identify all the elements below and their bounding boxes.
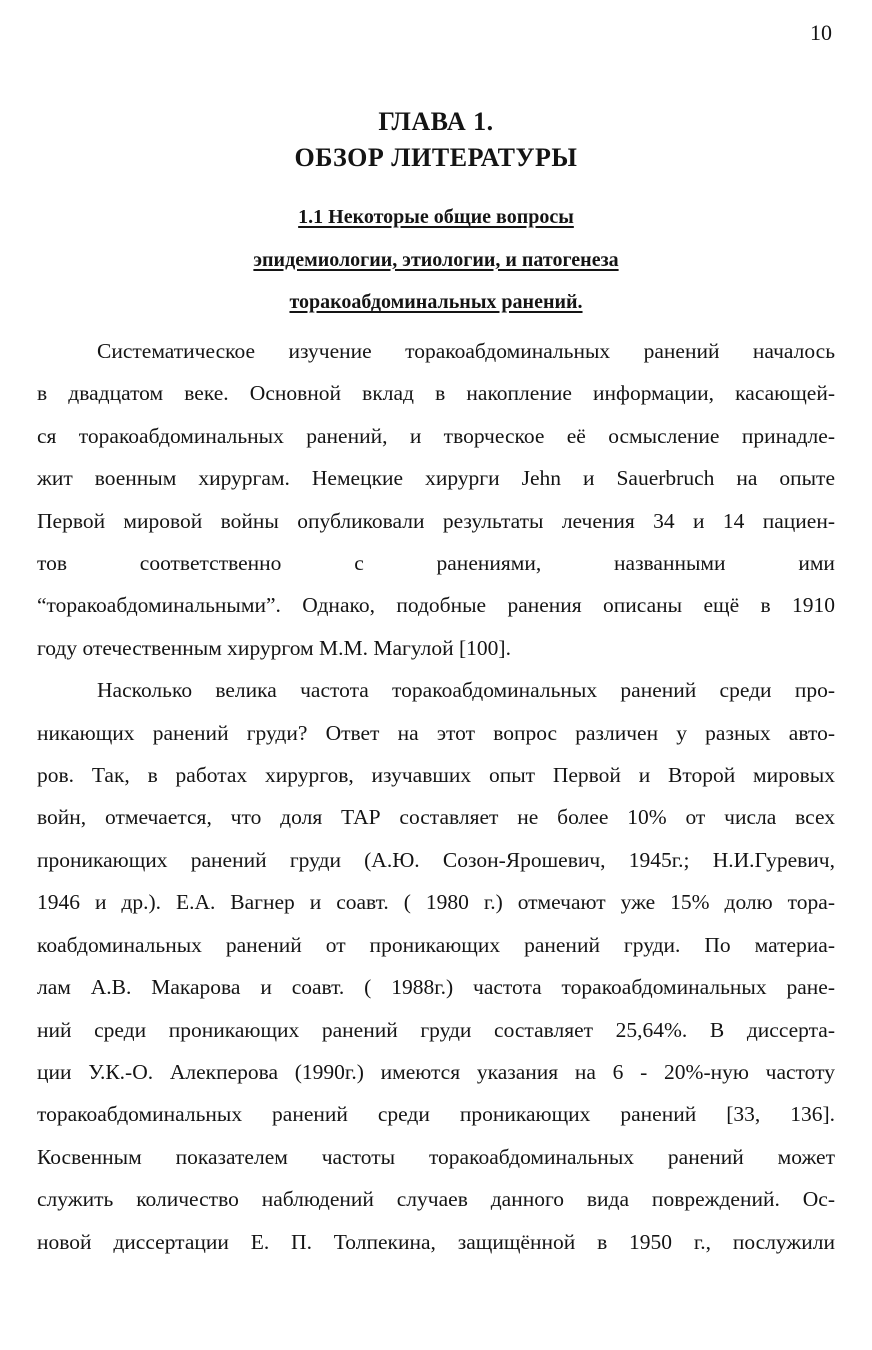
chapter-title <box>0 104 872 176</box>
page-number: 10 <box>810 20 832 45</box>
text-line: Систематическое изучение торакоабдоминальных ранений началось <box>97 339 835 363</box>
text-line: новой диссертации Е. П. Толпекина, защищённой в 1950 г., послужили <box>37 1229 835 1254</box>
text-line: ся торакоабдоминальных ранений, и творческое её осмысление принадле- <box>37 423 835 448</box>
body-text <box>37 330 835 1263</box>
paragraph-2 <box>37 669 835 1263</box>
text-line: “торакоабдоминальными”. Однако, подобные ранения описаны ещё в 1910 <box>37 593 835 618</box>
section-heading <box>0 196 872 324</box>
word: соответственно <box>139 551 282 576</box>
text-line: жит военным хирургам. Немецкие хирурги Jehn и Sauerbruch на опыте <box>37 466 835 491</box>
text-line: никающих ранений груди? Ответ на этот вопрос различен у разных авто- <box>37 720 835 745</box>
text-line: проникающих ранений груди (А.Ю. Созон-Ярошевич, 1945г.; Н.И.Гуревич, <box>37 847 835 872</box>
text-line: году отечественным хирургом М.М. Магулой [100]. <box>37 635 511 660</box>
word: ранениями, <box>436 551 542 576</box>
chapter-name: ОБЗОР ЛИТЕРАТУРЫ <box>294 143 578 172</box>
word: названными <box>614 551 726 576</box>
word: тов <box>37 551 68 576</box>
section-heading-line-2: эпидемиологии, этиологии, и патогенеза <box>253 248 619 271</box>
text-line: Насколько велика частота торакоабдоминальных ранений среди про- <box>97 678 835 703</box>
text-line: ний среди проникающих ранений груди составляет 25,64%. В диссерта- <box>37 1017 835 1042</box>
text-line: войн, отмечается, что доля ТАР составляет не более 10% от числа всех <box>37 805 835 830</box>
text-line: ции У.К.-О. Алекперова (1990г.) имеются указания на 6 - 20%-ную частоту <box>37 1059 835 1084</box>
paragraph-1 <box>37 330 835 669</box>
text-line-spread <box>37 542 835 584</box>
text-line: торакоабдоминальных ранений среди проникающих ранений [33, 136]. <box>37 1102 835 1127</box>
word: ими <box>798 551 835 576</box>
text-line: Косвенным показателем частоты торакоабдоминальных ранений может <box>37 1144 835 1169</box>
text-line: служить количество наблюдений случаев данного вида повреждений. Ос- <box>37 1187 835 1212</box>
text-line: коабдоминальных ранений от проникающих ранений груди. По материа- <box>37 932 835 957</box>
section-heading-line-1: 1.1 Некоторые общие вопросы <box>298 206 574 228</box>
text-line: ров. Так, в работах хирургов, изучавших опыт Первой и Второй мировых <box>37 763 835 788</box>
text-line: Первой мировой войны опубликовали результаты лечения 34 и 14 пациен- <box>37 508 835 533</box>
chapter-number: ГЛАВА 1. <box>378 107 494 136</box>
text-line: лам А.В. Макарова и соавт. ( 1988г.) частота торакоабдоминальных ране- <box>37 975 835 1000</box>
text-line: 1946 и др.). Е.А. Вагнер и соавт. ( 1980 г.) отмечают уже 15% долю тора- <box>37 890 835 915</box>
text-line: в двадцатом веке. Основной вклад в накопление информации, касающей- <box>37 381 835 406</box>
word: с <box>354 551 364 576</box>
section-heading-line-3: торакоабдоминальных ранений. <box>289 291 583 313</box>
